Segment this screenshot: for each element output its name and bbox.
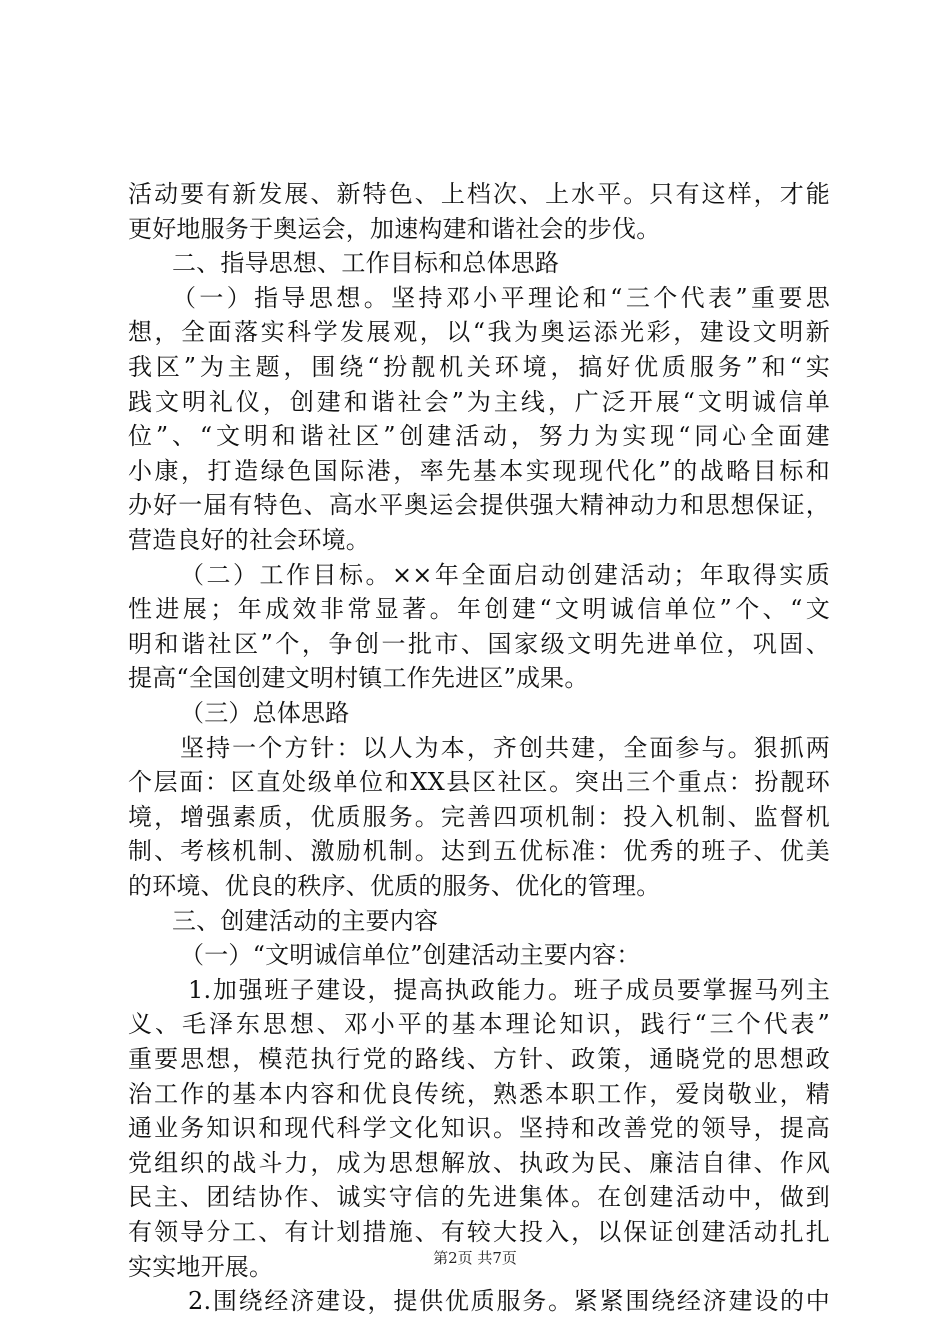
- text-line: 二、指导思想、工作目标和总体思路: [172, 249, 560, 278]
- text-line: 1.加强班子建设，提高执政能力。班子成员要掌握马列主: [188, 975, 830, 1004]
- text-line: 有领导分工、有计划措施、有较大投入，以保证创建活动扎扎: [128, 1218, 830, 1246]
- page-number-footer: 第2页 共7页: [433, 1249, 517, 1267]
- text-line: 三、创建活动的主要内容: [172, 906, 439, 935]
- text-line: 重要思想，模范执行党的路线、方针、政策，通晓党的思想政: [128, 1045, 830, 1073]
- text-line: 办好一届有特色、高水平奥运会提供强大精神动力和思想保证，: [128, 491, 830, 520]
- text-line: （三）总体思路: [180, 699, 350, 727]
- text-line: 义、毛泽东思想、邓小平的基本理论知识，践行“三个代表”: [128, 1010, 830, 1039]
- text-line: 党组织的战斗力，成为思想解放、执政为民、廉洁自律、作风: [128, 1148, 830, 1177]
- text-line: （一）“文明诚信单位”创建活动主要内容：: [180, 941, 641, 970]
- text-line: 营造良好的社会环境。: [128, 526, 370, 554]
- text-line: 坚持一个方针：以人为本，齐创共建，全面参与。狠抓两: [180, 733, 830, 762]
- text-line: 明和谐社区”个，争创一批市、国家级文明先进单位，巩固、: [128, 629, 830, 658]
- text-line: 活动要有新发展、新特色、上档次、上水平。只有这样，才能: [128, 180, 830, 208]
- text-line: 更好地服务于奥运会，加速构建和谐社会的步伐。: [128, 214, 661, 243]
- text-line: 提高“全国创建文明村镇工作先进区”成果。: [128, 664, 589, 693]
- text-line: 位”、“文明和谐社区”创建活动，努力为实现“同心全面建: [128, 422, 830, 451]
- text-line: 性进展；年成效非常显著。年创建“文明诚信单位”个、“文: [128, 595, 830, 624]
- text-line: 小康，打造绿色国际港，率先基本实现现代化”的战略目标和: [128, 456, 830, 485]
- text-line: （一）指导思想。坚持邓小平理论和“三个代表”重要思: [172, 283, 830, 312]
- text-line: 的环境、优良的秩序、优质的服务、优化的管理。: [128, 872, 661, 900]
- text-line: （二）工作目标。××年全面启动创建活动；年取得实质: [180, 560, 830, 589]
- text-line: 实实地开展。: [128, 1252, 274, 1281]
- text-line: 治工作的基本内容和优良传统，熟悉本职工作，爱岗敬业，精: [128, 1079, 830, 1108]
- text-line: 践文明礼仪，创建和谐社会”为主线，广泛开展“文明诚信单: [128, 387, 830, 416]
- text-line: 民主、团结协作、诚实守信的先进集体。在创建活动中，做到: [128, 1183, 830, 1212]
- text-line: 制、考核机制、激励机制。达到五优标准：优秀的班子、优美: [128, 837, 830, 866]
- text-line: 2.围绕经济建设，提供优质服务。紧紧围绕经济建设的中: [188, 1287, 830, 1316]
- text-line: 个层面：区直处级单位和XX县区社区。突出三个重点：扮靓环: [128, 768, 830, 797]
- text-line: 通业务知识和现代科学文化知识。坚持和改善党的领导，提高: [128, 1114, 830, 1143]
- text-line: 境，增强素质，优质服务。完善四项机制：投入机制、监督机: [128, 802, 830, 831]
- text-line: 想，全面落实科学发展观，以“我为奥运添光彩，建设文明新: [128, 318, 830, 347]
- text-line: 我区”为主题，围绕“扮靓机关环境，搞好优质服务”和“实: [128, 353, 830, 381]
